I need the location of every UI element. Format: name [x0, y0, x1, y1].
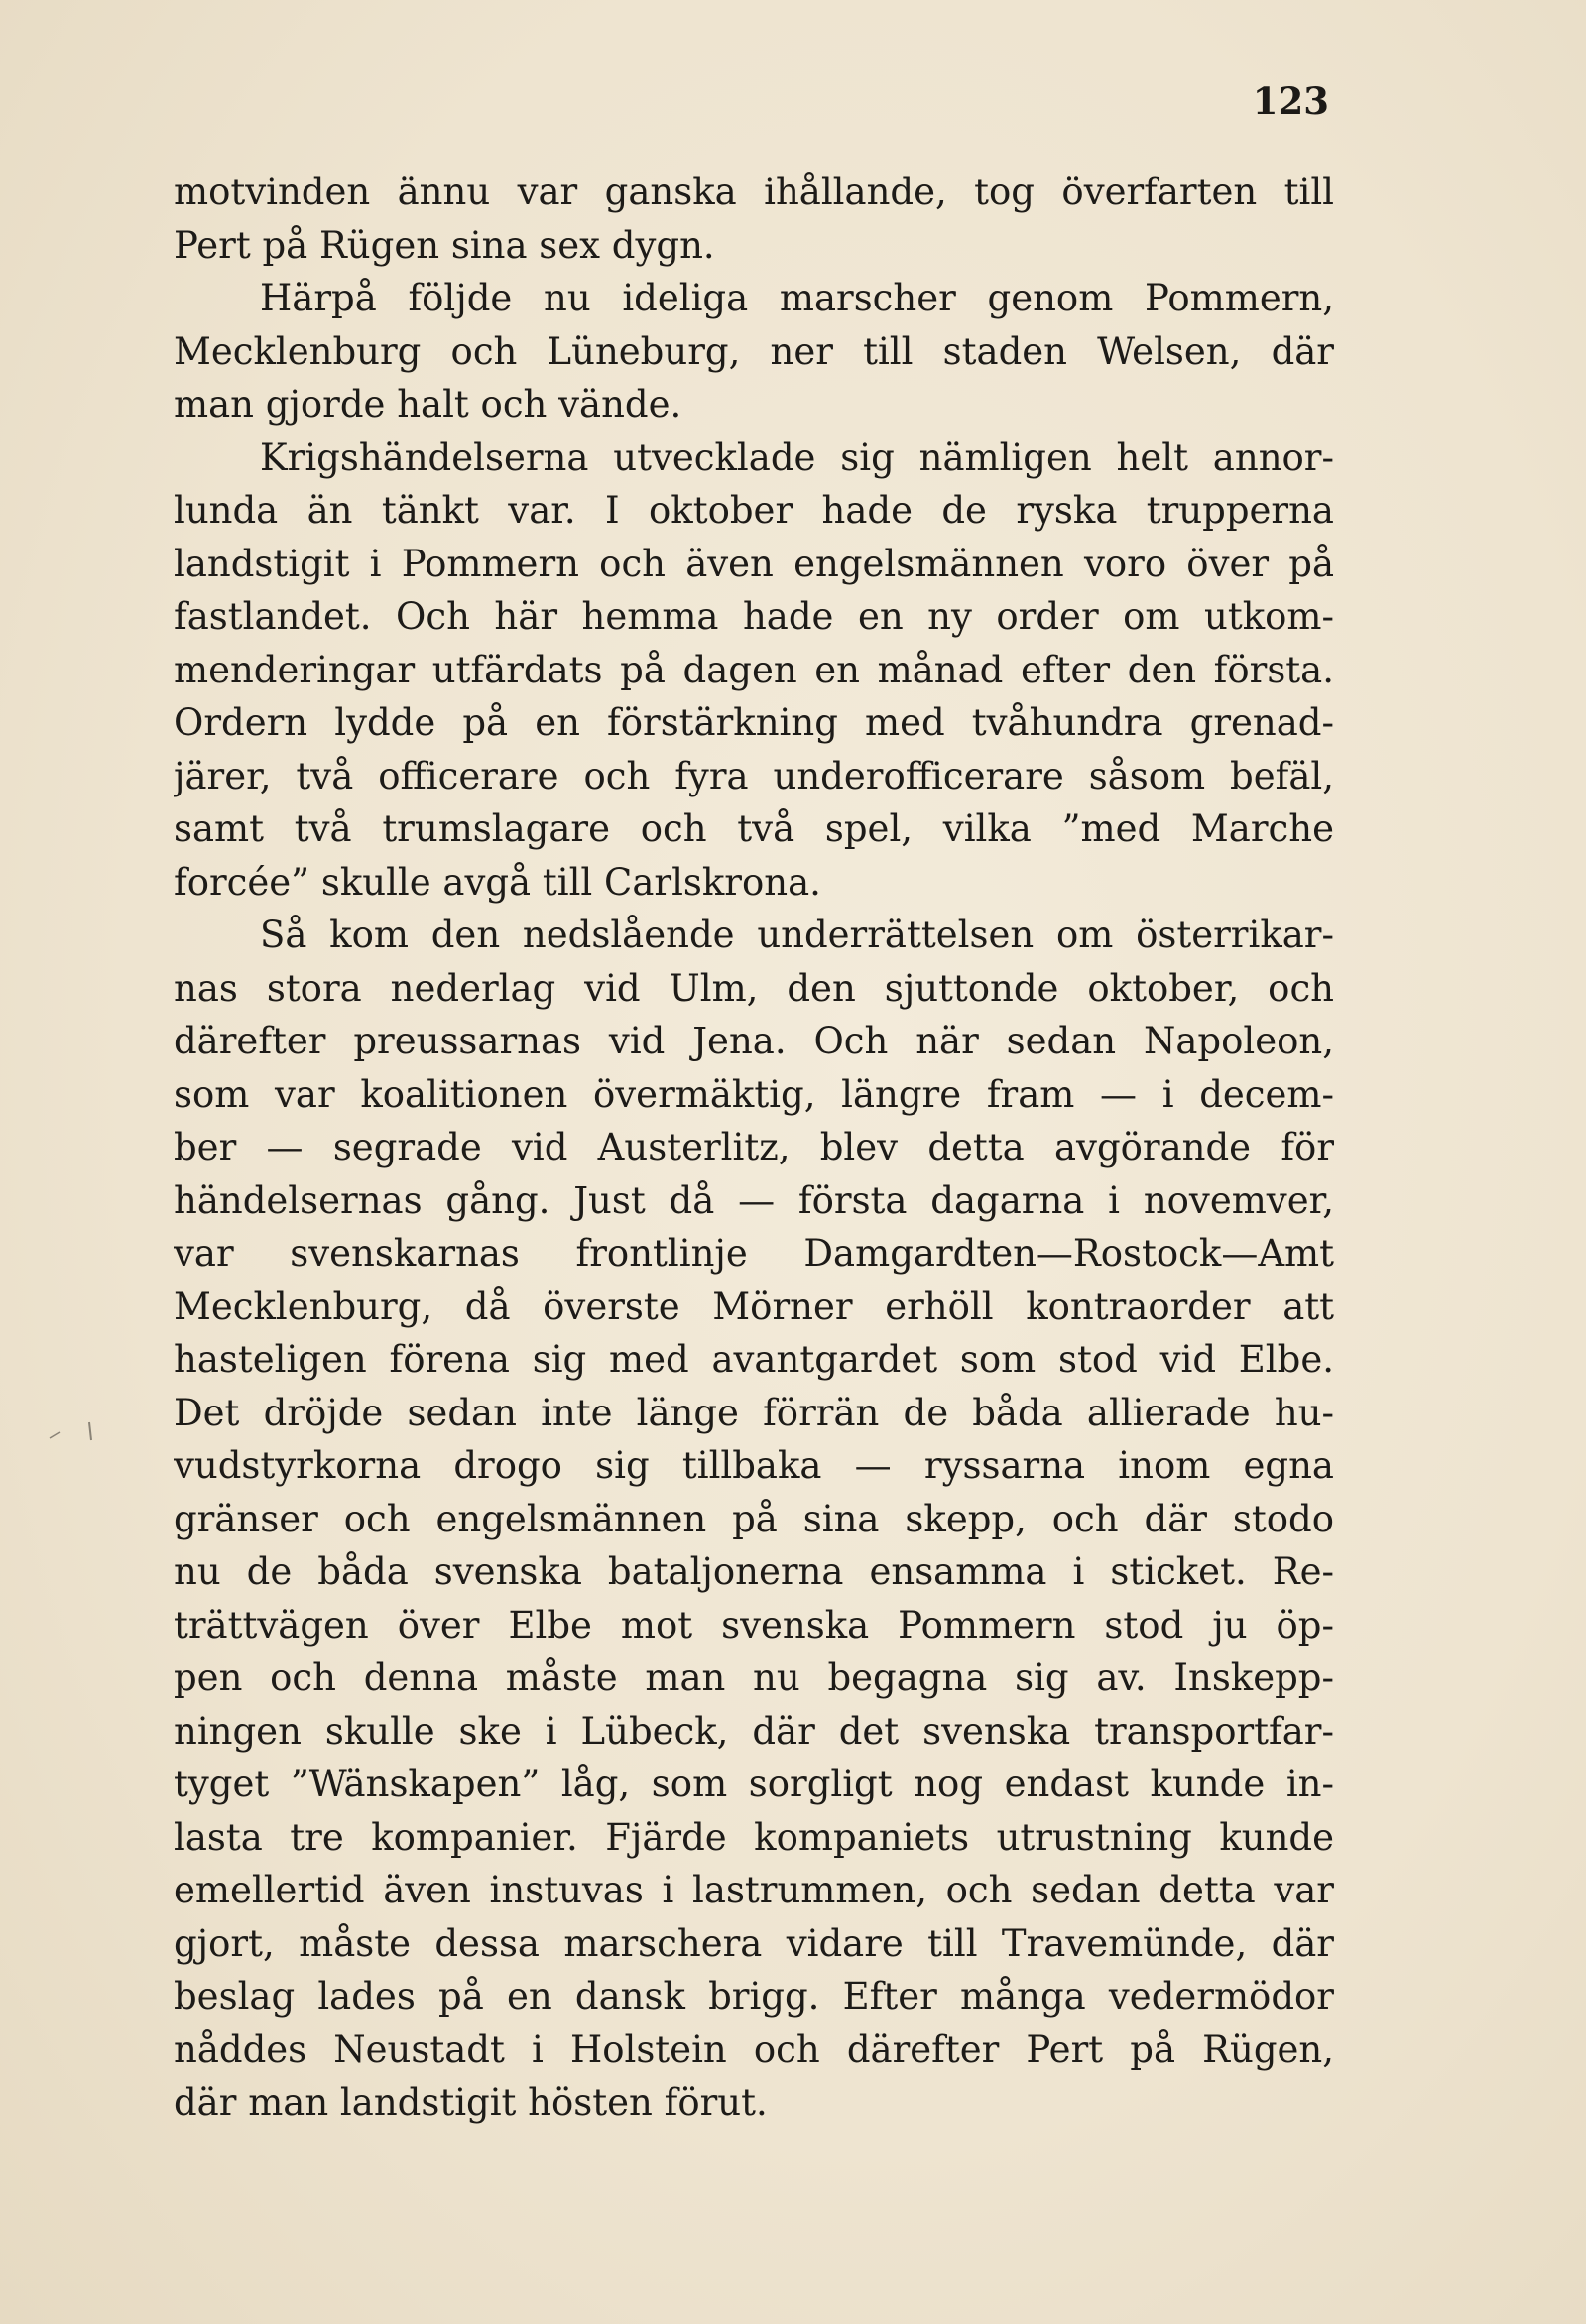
text-line: nas stora nederlag vid Ulm, den sjuttonde oktober, och: [174, 966, 1334, 1010]
text-line: var svenskarnas frontlinje Damgardten—Rostock—Amt: [174, 1232, 1334, 1275]
text-line: järer, två officerare och fyra underofficerare såsom befäl,: [174, 754, 1334, 797]
text-line: fastlandet. Och här hemma hade en ny order om utkom-: [174, 595, 1334, 638]
text-line: Det dröjde sedan inte länge förrän de båda allierade hu-: [174, 1391, 1334, 1434]
page-number: 123: [1252, 79, 1329, 123]
text-line: lunda än tänkt var. I oktober hade de ryska trupperna: [174, 489, 1334, 532]
text-line: motvinden ännu var ganska ihållande, tog överfarten till: [174, 171, 1334, 213]
text-line: forcée” skulle avgå till Carlskrona.: [174, 860, 821, 904]
text-line: samt två trumslagare och två spel, vilka ”med Marche: [174, 807, 1334, 850]
text-line: ber — segrade vid Austerlitz, blev detta avgörande för: [174, 1126, 1334, 1168]
text-line: nåddes Neustadt i Holstein och därefter Pert på Rügen,: [174, 2027, 1334, 2071]
text-line: Så kom den nedslående underrättelsen om österrikar-: [260, 914, 1334, 956]
text-line: Mecklenburg, då överste Mörner erhöll kontraorder att: [174, 1284, 1334, 1328]
text-line: gjort, måste dessa marschera vidare till Travemünde, där: [174, 1921, 1334, 1965]
text-line: pen och denna måste man nu begagna sig av. Inskepp-: [174, 1656, 1334, 1699]
text-line: hasteligen förena sig med avantgardet som stod vid Elbe.: [174, 1338, 1334, 1381]
text-line: gränser och engelsmännen på sina skepp, och där stodo: [174, 1497, 1334, 1540]
text-line: händelsernas gång. Just då — första dagarna i novemver,: [174, 1178, 1334, 1222]
text-line: trättvägen över Elbe mot svenska Pommern stod ju öp-: [174, 1603, 1334, 1647]
text-line: som var koalitionen övermäktig, längre fram — i decem-: [174, 1072, 1334, 1116]
text-line: Mecklenburg och Lüneburg, ner till staden Welsen, där: [174, 329, 1334, 373]
text-line: menderingar utfärdats på dagen en månad efter den första.: [174, 648, 1334, 691]
text-line: Ordern lydde på en förstärkning med tvåhundra grenad-: [174, 701, 1334, 744]
text-line: där man landstigit hösten förut.: [174, 2081, 768, 2124]
text-line: landstigit i Pommern och även engelsmännen voro över på: [174, 542, 1334, 585]
text-line: tyget ”Wänskapen” låg, som sorgligt nog endast kunde in-: [174, 1763, 1334, 1805]
body-text: [174, 166, 1334, 2130]
text-line: man gjorde halt och vände.: [174, 383, 682, 426]
text-line: emellertid även instuvas i lastrummen, och sedan detta var: [174, 1869, 1334, 1911]
pencil-mark-icon: [48, 1416, 107, 1446]
text-line: därefter preussarnas vid Jena. Och när sedan Napoleon,: [174, 1020, 1334, 1062]
text-line: Krigshändelserna utvecklade sig nämligen helt annor-: [260, 435, 1334, 479]
text-line: ningen skulle ske i Lübeck, där det svenska transportfar-: [174, 1709, 1334, 1753]
text-line: Härpå följde nu ideliga marscher genom Pommern,: [260, 277, 1334, 319]
text-line: Pert på Rügen sina sex dygn.: [174, 223, 715, 267]
text-line: nu de båda svenska bataljonerna ensamma i sticket. Re-: [174, 1550, 1334, 1593]
text-line: lasta tre kompanier. Fjärde kompaniets utrustning kunde: [174, 1815, 1334, 1859]
text-line: beslag lades på en dansk brigg. Efter många vedermödor: [174, 1975, 1334, 2018]
text-line: vudstyrkorna drogo sig tillbaka — ryssarna inom egna: [174, 1444, 1334, 1487]
